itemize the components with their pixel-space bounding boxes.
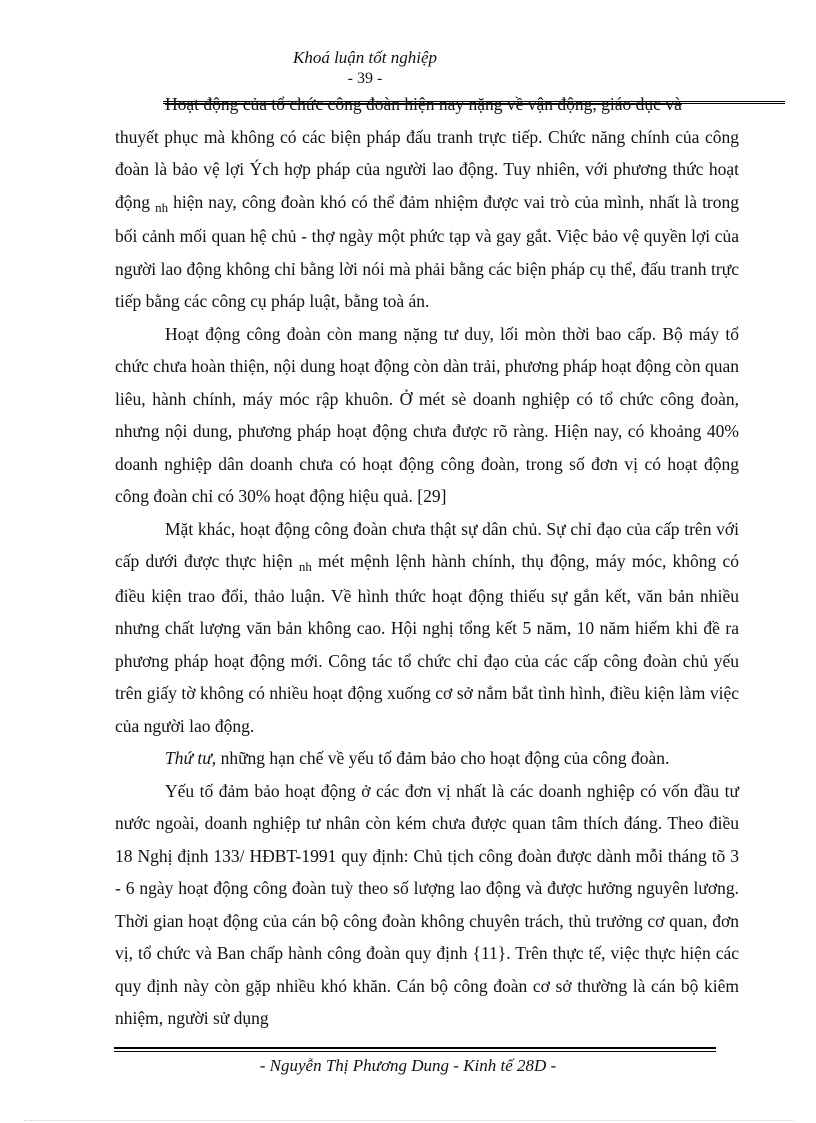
paragraph-3-part-a: Mặt khác, hoạt động công đoàn chưa thật sự dân chủ. Sự chỉ đạo của cấp trên với cấp dưới được thực hiện [115, 518, 739, 571]
paragraph-3-nh: nh [298, 559, 312, 574]
paragraph-5: Yếu tố đảm bảo hoạt động ở các đơn vị nhất là các doanh nghiệp có vốn đầu tư nước ngoài, doanh nghiệp tư nhân còn kém chưa được quan tâm thích đáng. Theo điều 18 Nghị định 133/ HĐBT-1991 quy định: Chủ tịch công đoàn được dành mỗi tháng tõ 3 - 6 ngày hoạt động công đoàn tuỳ theo số lượng lao động và được hưởng nguyên lương. Thời gian hoạt động của cán bộ công đoàn không chuyên trách, thủ trưởng cơ quan, đơn vị, tổ chức và Ban chấp hành công đoàn quy định {11}. Trên thực tế, việc thực hiện các quy định này còn gặp nhiều khó khăn. Cán bộ công đoàn cơ sở thường là cán bộ kiêm nhiệm, người sử dụng [115, 780, 739, 1028]
paragraph-4-rest: những hạn chế về yếu tố đảm bảo cho hoạt động của công đoàn. [220, 748, 670, 768]
paragraph-1-first-line: Hoạt động của tổ chức công đoàn hiện nay nặng về vận động, giáo dục và [165, 94, 682, 114]
header-title: Khoá luận tốt nghiệp [292, 48, 438, 67]
paragraph-4-lead: Thứ tư, [165, 748, 217, 768]
page-number: - 39 - [347, 70, 383, 87]
paragraph-3-part-b: mét mệnh lệnh hành chính, thụ động, máy móc, không có điều kiện trao đổi, thảo luận. Về hình thức hoạt động thiếu sự gắn kết, văn bản nhiều nhưng chất lượng văn bản không cao. Hội nghị tổng kết 5 năm, 10 năm hiếm khi đề ra phương pháp hoạt động mới. Công tác tổ chức chỉ đạo của các cấp công đoàn chủ yếu trên giấy tờ không có nhiều hoạt động xuống cơ sở nắm bắt tình hình, điều kiện làm việc của người lao động. [115, 551, 739, 736]
paragraph-1-part-a: thuyết phục mà không có các biện pháp đấu tranh trực tiếp. Chức năng chính của công đoàn là bảo vệ lợi Ých hợp pháp của người lao động. Tuy nhiên, với phương thức hoạt động [115, 126, 739, 212]
page-edge [24, 1120, 794, 1121]
paragraph-2: Hoạt động công đoàn còn mang nặng tư duy, lối mòn thời bao cấp. Bộ máy tổ chức chưa hoàn thiện, nội dung hoạt động còn dàn trải, phương pháp hoạt động còn quan liêu, hành chính, máy móc rập khuôn. Ở mét sè doanh nghiệp có tổ chức công đoàn, nhưng nội dung, phương pháp hoạt động chưa được rõ ràng. Hiện nay, có khoảng 40% doanh nghiệp dân doanh chưa có hoạt động công đoàn, trong số đơn vị có hoạt động công đoàn chỉ có 30% hoạt động hiệu quả. [29] [115, 323, 739, 506]
footer-rule [114, 1047, 716, 1052]
paragraph-1 [115, 121, 739, 318]
paragraph-3 [115, 513, 739, 743]
paragraph-1-nh: nh [155, 199, 169, 215]
paragraph-4 [115, 742, 739, 775]
paragraph-1-part-b: hiện nay, công đoàn khó có thể đảm nhiệm được vai trò của mình, nhất là trong bối cảnh mối quan hệ chủ - thợ ngày một phức tạp và gay gắt. Việc bảo vệ quyền lợi của người lao động không chỉ bằng lời nói mà phải bằng các biện pháp cụ thể, đấu tranh trực tiếp bằng các công cụ pháp luật, bằng toà án. [115, 191, 740, 311]
body-text [115, 88, 739, 1035]
footer-author: - Nguyễn Thị Phương Dung - Kinh tế 28D - [259, 1056, 557, 1075]
